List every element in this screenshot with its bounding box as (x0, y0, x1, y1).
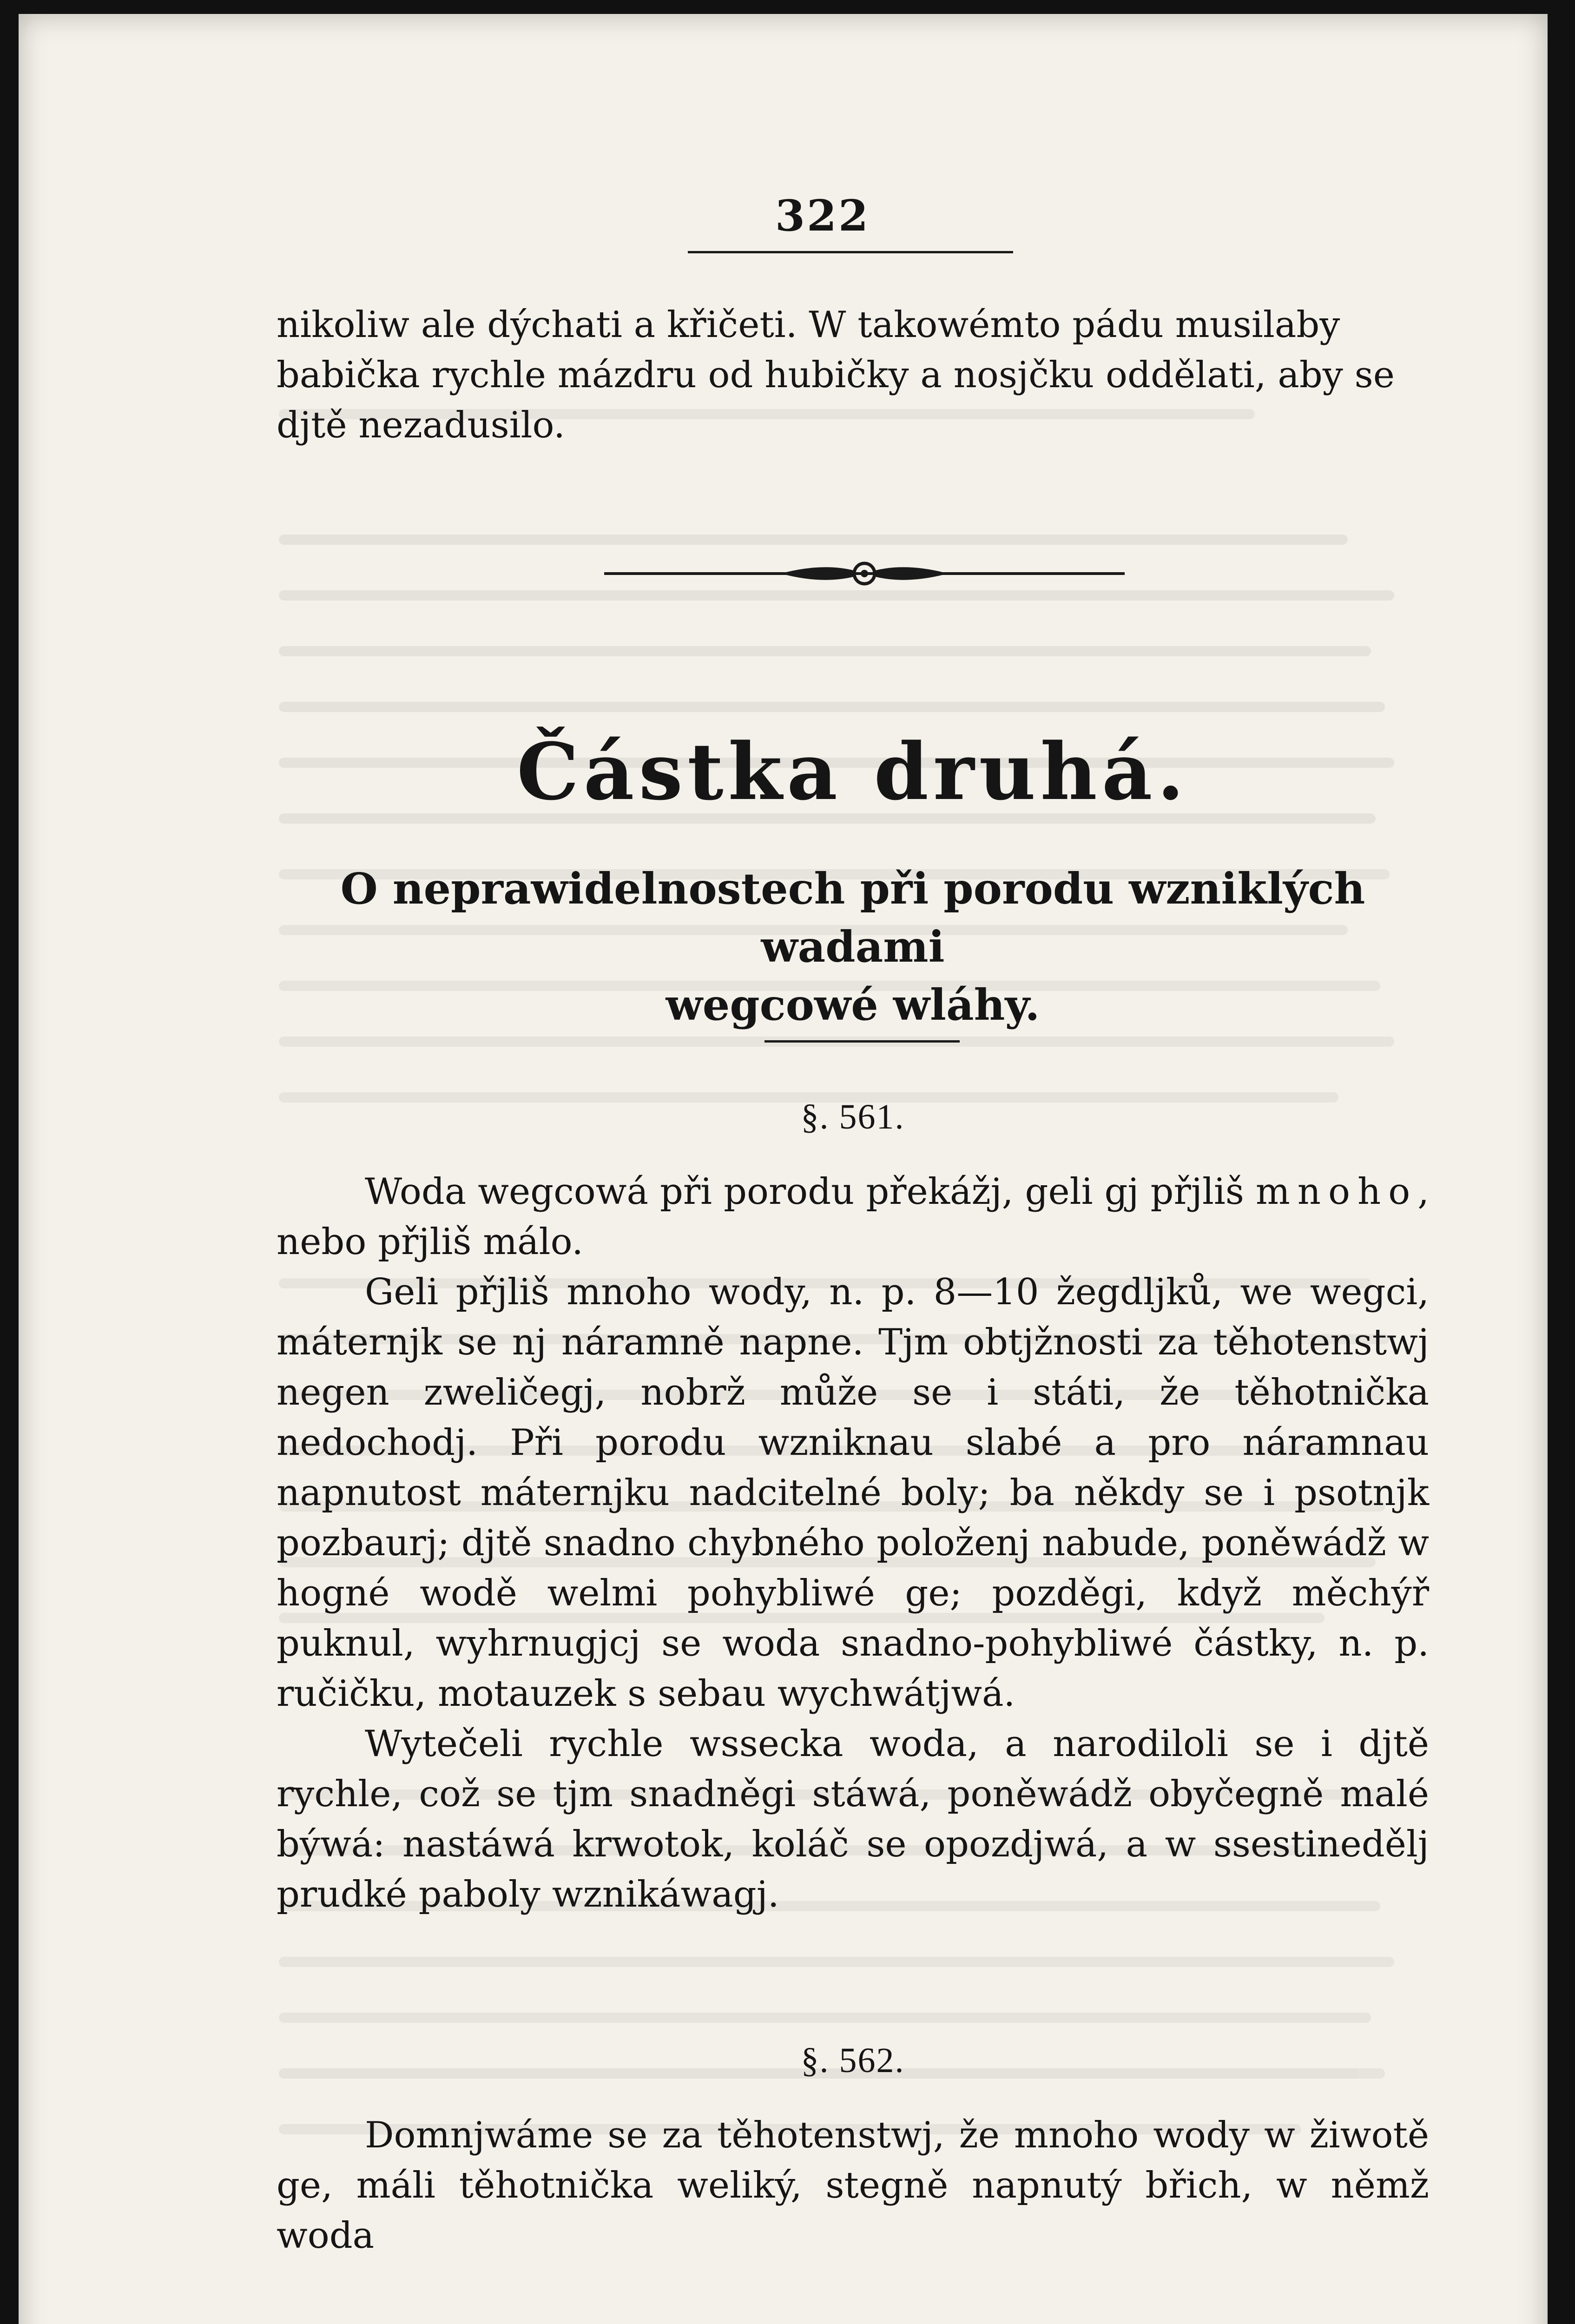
paragraph: Geli přjliš mnoho wody, n. p. 8—10 žegdljků, we wegci, máternjk se nj náramně napne. Tjm obtjžnosti za těhotenstwj negen zweličegj, nobrž může se i státi, že těhotnička nedochodj. Při porodu wzniknau slabé a pro náramnau napnutost máternjku nadcitelné boly; ba někdy se i psotnjk pozbaurj; djtě snadno chybného položenj nabude, poněwádž w hogné wodě welmi pohybliwé ge; pozděgi, když měchýř puknul, wyhrnugjcj se woda snadno-pohybliwé částky, n. p. ručičku, motauzek s sebau wychwátjwá. (277, 1271, 1429, 1715)
book-page (19, 14, 1548, 2324)
section-mark: §. 562. (801, 2041, 905, 2080)
paragraph: Domnjwáme se za těhotenstwj, že mnoho wody w žiwotě ge, máli těhotnička weliký, stegně napnutý břich, w němž woda (277, 2114, 1429, 2257)
opening-paragraph (277, 300, 1429, 450)
page-number: 322 (775, 191, 870, 241)
section-mark: §. 561. (801, 1097, 905, 1136)
section-562-body (277, 2110, 1429, 2261)
paragraph (277, 1167, 1429, 1267)
text-line: djtě nezadusilo. (277, 404, 565, 446)
header-rule (688, 251, 1013, 253)
chapter-subtitle (277, 860, 1429, 1034)
text-line: nikoliw ale dýchati a křičeti. W takowémto pádu musilaby (277, 304, 1340, 346)
emphasized-word: mnoho (1255, 1171, 1418, 1213)
paragraph-text: , nebo přjliš málo. (277, 1171, 1429, 1263)
text-line: babička rychle mázdru od hubičky a nosjčku oddělati, aby se (277, 354, 1395, 396)
chapter-title: Částka druhá. (516, 726, 1189, 818)
paragraph-text: Woda wegcowá při porodu překážj, geli gj přjliš (365, 1171, 1256, 1213)
section-561-body (277, 1167, 1429, 1920)
paragraph: Wytečeli rychle wssecka woda, a narodiloli se i djtě rychle, což se tjm snadněgi stáwá, poněwádž obyčegně malé býwá: nastáwá krwotok, koláč se opozdjwá, a w ssestinedělj prudké paboly wznikáwagj. (277, 1723, 1429, 1915)
subtitle-line: wegcowé wláhy. (666, 980, 1040, 1030)
subtitle-rule (764, 1040, 960, 1043)
ornamental-rule (604, 558, 1125, 590)
subtitle-line: O neprawidelnostech při porodu wzniklých wadami (340, 864, 1365, 972)
